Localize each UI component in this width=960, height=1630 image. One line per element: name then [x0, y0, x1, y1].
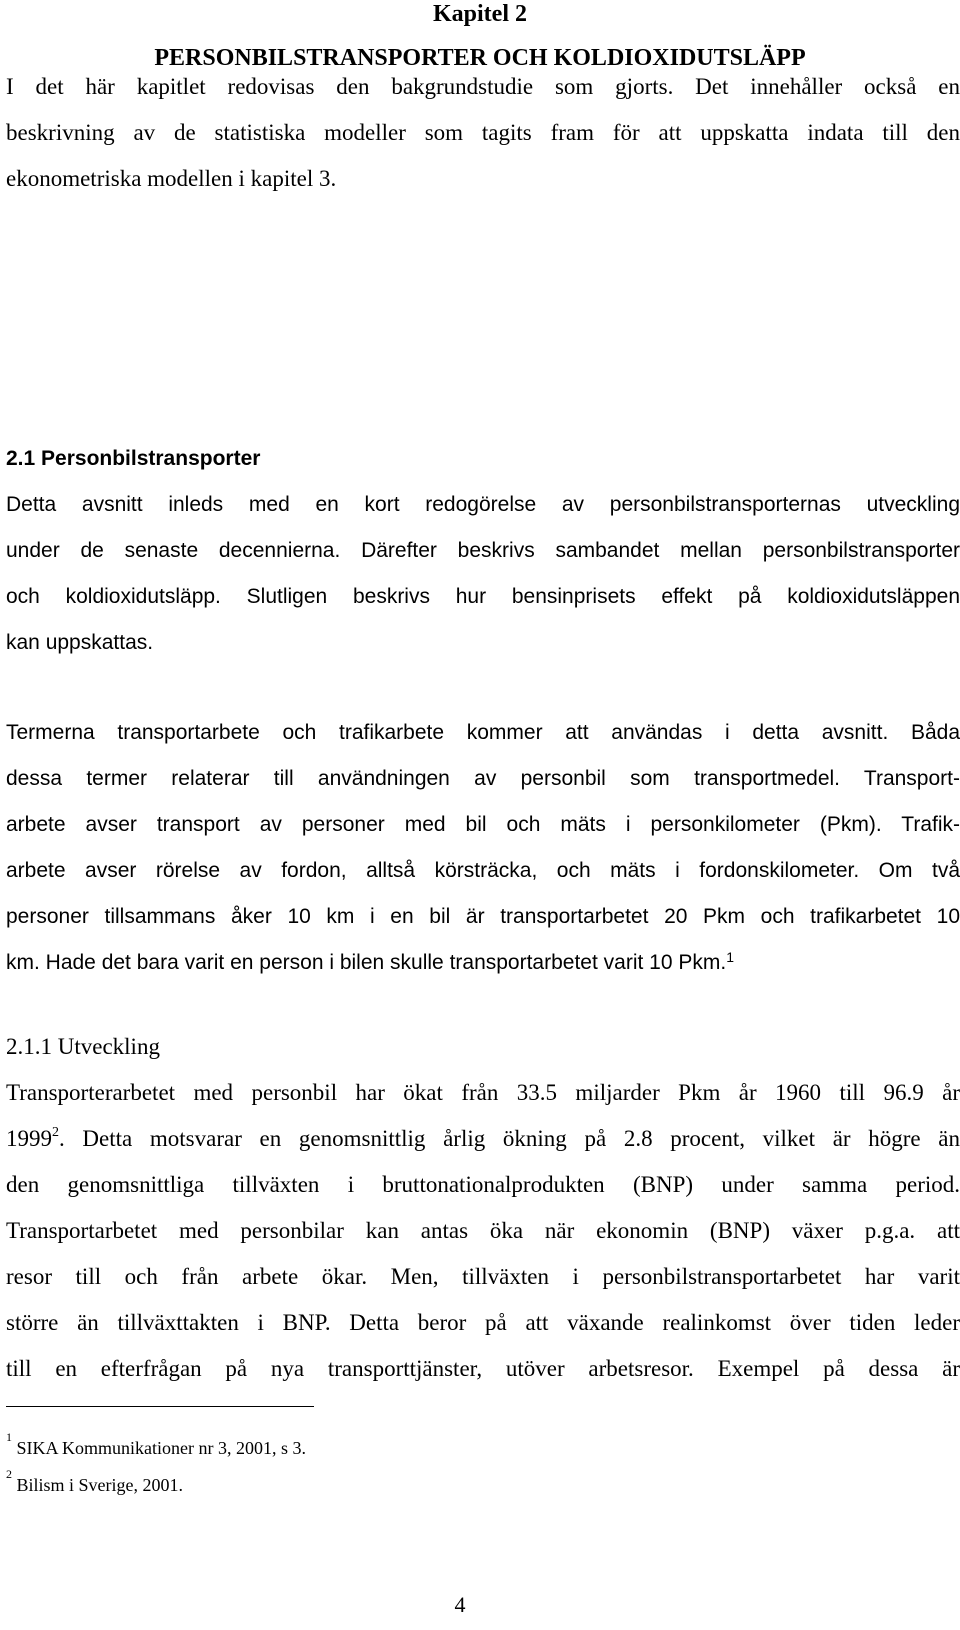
paragraph-line: och koldioxidutsläpp. Slutligen beskrivs hur bensinprisets effekt på koldioxidutsläppen	[6, 585, 960, 608]
paragraph-line: Termerna transportarbete och trafikarbete kommer att användas i detta avsnitt. Båda	[6, 721, 960, 744]
intro-line: I det här kapitlet redovisas den bakgrundstudie som gjorts. Det innehåller också en	[6, 74, 960, 99]
paragraph-line: kan uppskattas.	[6, 631, 154, 654]
section-2-1-paragraph-2	[6, 710, 960, 986]
paragraph-line-text: . Detta motsvarar en genomsnittlig årlig ökning på 2.8 procent, vilket är högre än	[59, 1126, 960, 1151]
paragraph-line: arbete avser transport av personer med bil och mäts i personkilometer (Pkm). Trafik-	[6, 813, 960, 836]
paragraph-line: Transportarbetet med personbilar kan antas öka när ekonomin (BNP) växer p.g.a. att	[6, 1218, 960, 1243]
paragraph-line: resor till och från arbete ökar. Men, tillväxten i personbilstransportarbetet har varit	[6, 1264, 960, 1289]
footnote-divider	[6, 1406, 314, 1407]
footnote-text: SIKA Kommunikationer nr 3, 2001, s 3.	[16, 1438, 306, 1458]
footnote-text: Bilism i Sverige, 2001.	[16, 1475, 183, 1495]
section-heading: 2.1 Personbilstransporter	[6, 447, 261, 470]
footnote-reference[interactable]: 2	[52, 1125, 59, 1140]
paragraph-line-text: km. Hade det bara varit en person i bilen skulle transportarbetet varit 10 Pkm.	[6, 951, 727, 974]
paragraph-line: under de senaste decennierna. Därefter beskrivs sambandet mellan personbilstransporter	[6, 539, 960, 562]
paragraph-line: arbete avser rörelse av fordon, alltså körsträcka, och mäts i fordonskilometer. Om två	[6, 859, 960, 882]
paragraph-line-with-footnote	[6, 1116, 960, 1162]
footnote-number: 2	[6, 1467, 12, 1481]
paragraph-line: Detta avsnitt inleds med en kort redogörelse av personbilstransporternas utveckling	[6, 493, 960, 516]
paragraph-line: större än tillväxttakten i BNP. Detta beror på att växande realinkomst över tiden leder	[6, 1310, 960, 1335]
page-number: 4	[454, 1592, 466, 1617]
paragraph-line: personer tillsammans åker 10 km i en bil är transportarbetet 20 Pkm och trafikarbetet 10	[6, 905, 960, 928]
paragraph-line: till en efterfrågan på nya transporttjänster, utöver arbetsresor. Exempel på dessa är	[6, 1356, 960, 1381]
paragraph-line: Transporterarbetet med personbil har ökat från 33.5 miljarder Pkm år 1960 till 96.9 år	[6, 1080, 960, 1105]
footnote-item	[6, 1430, 306, 1459]
paragraph-line-with-footnote	[6, 940, 960, 986]
section-2-1	[6, 436, 960, 666]
paragraph-line: den genomsnittliga tillväxten i bruttonationalprodukten (BNP) under samma period.	[6, 1172, 960, 1197]
year-text: 1999	[6, 1126, 52, 1151]
intro-line: ekonometriska modellen i kapitel 3.	[6, 166, 337, 191]
section-2-1-1	[6, 1024, 960, 1392]
intro-line: beskrivning av de statistiska modeller som tagits fram för att uppskatta indata till den	[6, 120, 960, 145]
chapter-label: Kapitel 2	[433, 1, 527, 27]
subsection-heading: 2.1.1 Utveckling	[6, 1034, 160, 1059]
footnote-reference[interactable]: 1	[726, 949, 734, 965]
footnote-number: 1	[6, 1430, 12, 1444]
intro-paragraph	[6, 64, 960, 202]
paragraph-line: dessa termer relaterar till användningen av personbil som transportmedel. Transport-	[6, 767, 960, 790]
footnote-item	[6, 1467, 183, 1496]
chapter-title: PERSONBILSTRANSPORTER OCH KOLDIOXIDUTSLÄPP	[154, 45, 806, 71]
